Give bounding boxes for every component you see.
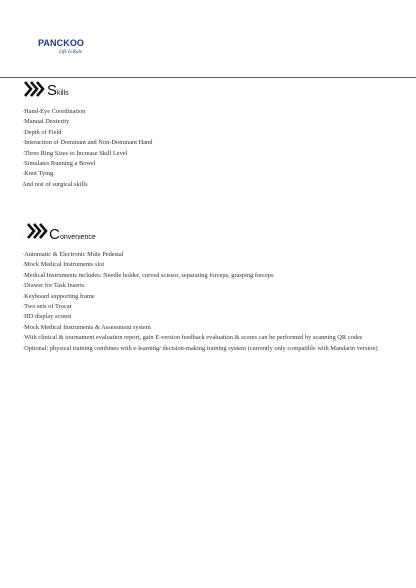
convenience-heading-rest: onvenience <box>60 234 96 241</box>
list-item: ·Mock Medical Instruments & Assessment system <box>22 323 151 331</box>
list-item: ·Depth of Field <box>22 128 62 136</box>
list-item: ·HD display screen <box>22 313 72 321</box>
list-item: ·Simulates Running a Bowel <box>22 160 96 168</box>
convenience-list <box>22 250 408 354</box>
list-item: ·Mock Medical Instruments slot <box>22 261 105 269</box>
skills-heading <box>24 80 144 100</box>
list-item: ·Hand-Eye Coordination <box>22 108 86 115</box>
brand-tagline: Life Is Rule <box>59 50 83 55</box>
header-divider <box>0 77 416 78</box>
brand-logo <box>38 38 98 62</box>
list-item: ·Drawer for Task Inserts <box>22 282 85 290</box>
brand-name: PANCKOO <box>38 38 85 48</box>
skills-heading-rest: kills <box>57 90 69 97</box>
list-item: ·Two sets of Trocar <box>22 303 72 311</box>
convenience-heading <box>27 222 167 242</box>
bullet-dot: · <box>22 236 24 241</box>
list-item: ·Three Ring Sizes to Increase Skill Level <box>22 149 128 157</box>
triple-chevron-icon <box>27 222 49 240</box>
list-item: ·Manual Dexterity <box>22 118 70 126</box>
list-item: ·Medical Instruments includes: Needle holder, curved scissor, separating forceps, grasping forceps <box>22 271 274 279</box>
list-item: ·Interaction of Dominant and Non-Dominant Hand <box>22 139 153 147</box>
list-item: ·Automatic & Electronic Mute Pedestal <box>22 251 124 258</box>
list-item: ·Knot Tying <box>22 170 54 178</box>
list-item: ·With clinical & tournament evaluation report, gain E-version feedback evaluation & scores can be performed by scanning QR codes <box>22 334 363 342</box>
skills-heading-initial: S <box>47 82 58 99</box>
skills-list <box>22 107 152 190</box>
triple-chevron-icon <box>24 80 46 98</box>
convenience-heading-initial: C <box>49 226 60 243</box>
list-item: ·Keyboard supporting frame <box>22 292 95 300</box>
list-item: And rest of surgical skills <box>22 180 88 188</box>
list-item: ·Optional: physical training combines with e-learning/ decision-making training system (currently only compatible with Mandarin version) <box>22 344 378 352</box>
